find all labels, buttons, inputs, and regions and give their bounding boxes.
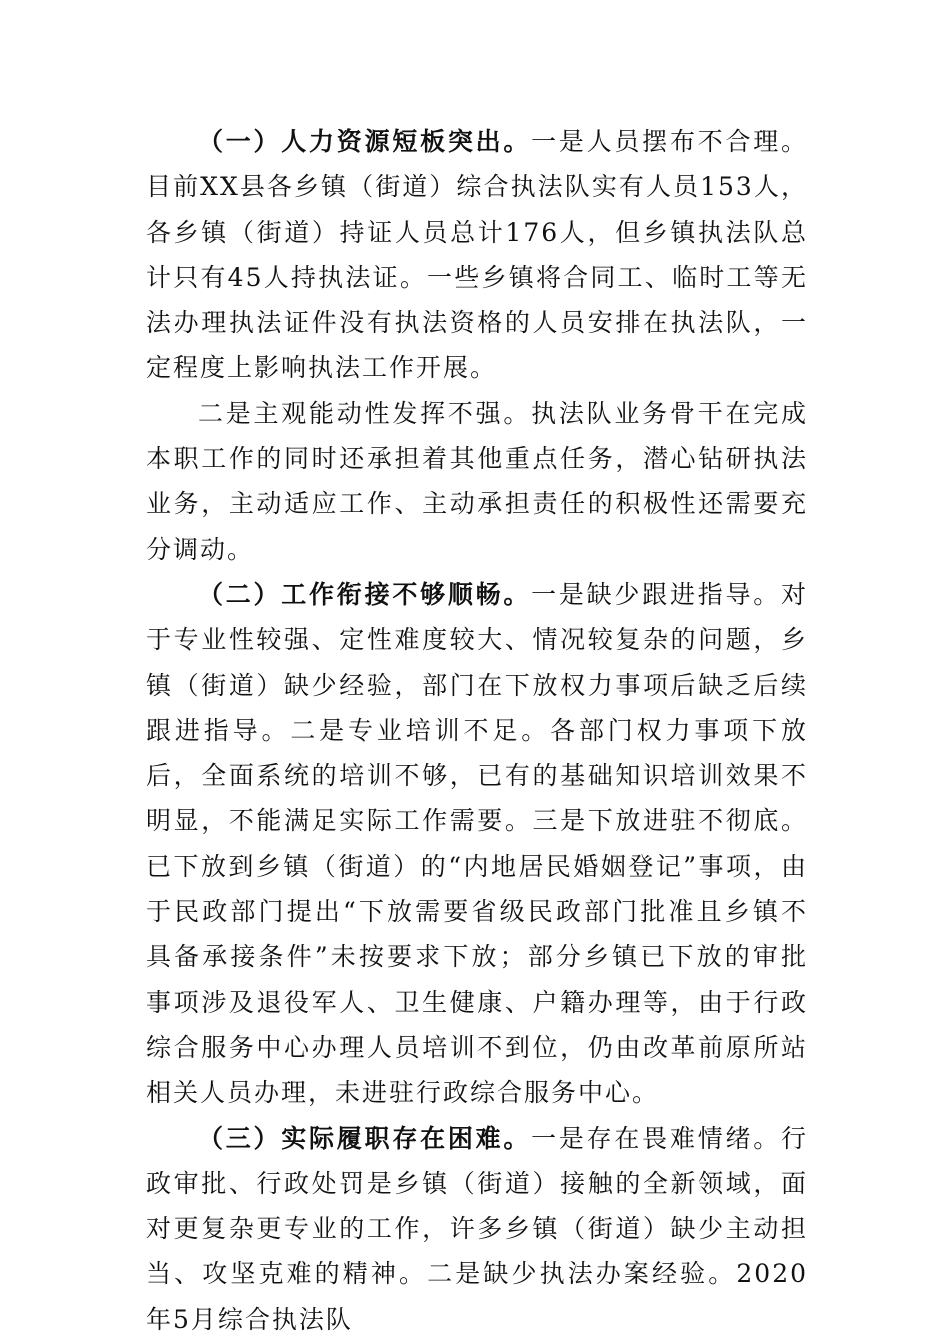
paragraph-work-connection [146,572,808,1116]
paragraph-duty-difficulty [146,1116,808,1342]
paragraph-text: 一是人员摆布不合理。目前XX县各乡镇（街道）综合执法队实有人员153人，各乡镇（街道）持证人员总计176人，但乡镇执法队总计只有45人持执法证。一些乡镇将合同工、临时工等无法办理执法证件没有执法资格的人员安排在执法队，一定程度上影响执法工作开展。 [146,127,808,383]
paragraph-human-resources [146,119,808,391]
paragraph-text: 一是存在畏难情绪。行政审批、行政处罚是乡镇（街道）接触的全新领域，面对更复杂更专业的工作，许多乡镇（街道）缺少主动担当、攻坚克难的精神。二是缺少执法办案经验。2020年5月综合执法队 [146,1123,808,1334]
paragraph-text: 一是缺少跟进指导。对于专业性较强、定性难度较大、情况较复杂的问题，乡镇（街道）缺少经验，部门在下放权力事项后缺乏后续跟进指导。二是专业培训不足。各部门权力事项下放后，全面系统的培训不够，已有的基础知识培训效果不明显，不能满足实际工作需要。三是下放进驻不彻底。已下放到乡镇（街道）的“内地居民婚姻登记”事项，由于民政部门提出“下放需要省级民政部门批准且乡镇不具备承接条件”未按要求下放；部分乡镇已下放的审批事项涉及退役军人、卫生健康、户籍办理等，由于行政综合服务中心办理人员培训不到位，仍由改革前原所站相关人员办理，未进驻行政综合服务中心。 [146,579,808,1108]
paragraph-text: 二是主观能动性发挥不强。执法队业务骨干在完成本职工作的同时还承担着其他重点任务，潜心钻研执法业务，主动适应工作、主动承担责任的积极性还需要充分调动。 [146,398,808,564]
document-body [146,119,808,1342]
section-heading-1: （一）人力资源短板突出。 [198,127,532,156]
paragraph-initiative [146,391,808,572]
section-heading-2: （二）工作衔接不够顺畅。 [198,579,532,609]
section-heading-3: （三）实际履职存在困难。 [198,1123,532,1153]
